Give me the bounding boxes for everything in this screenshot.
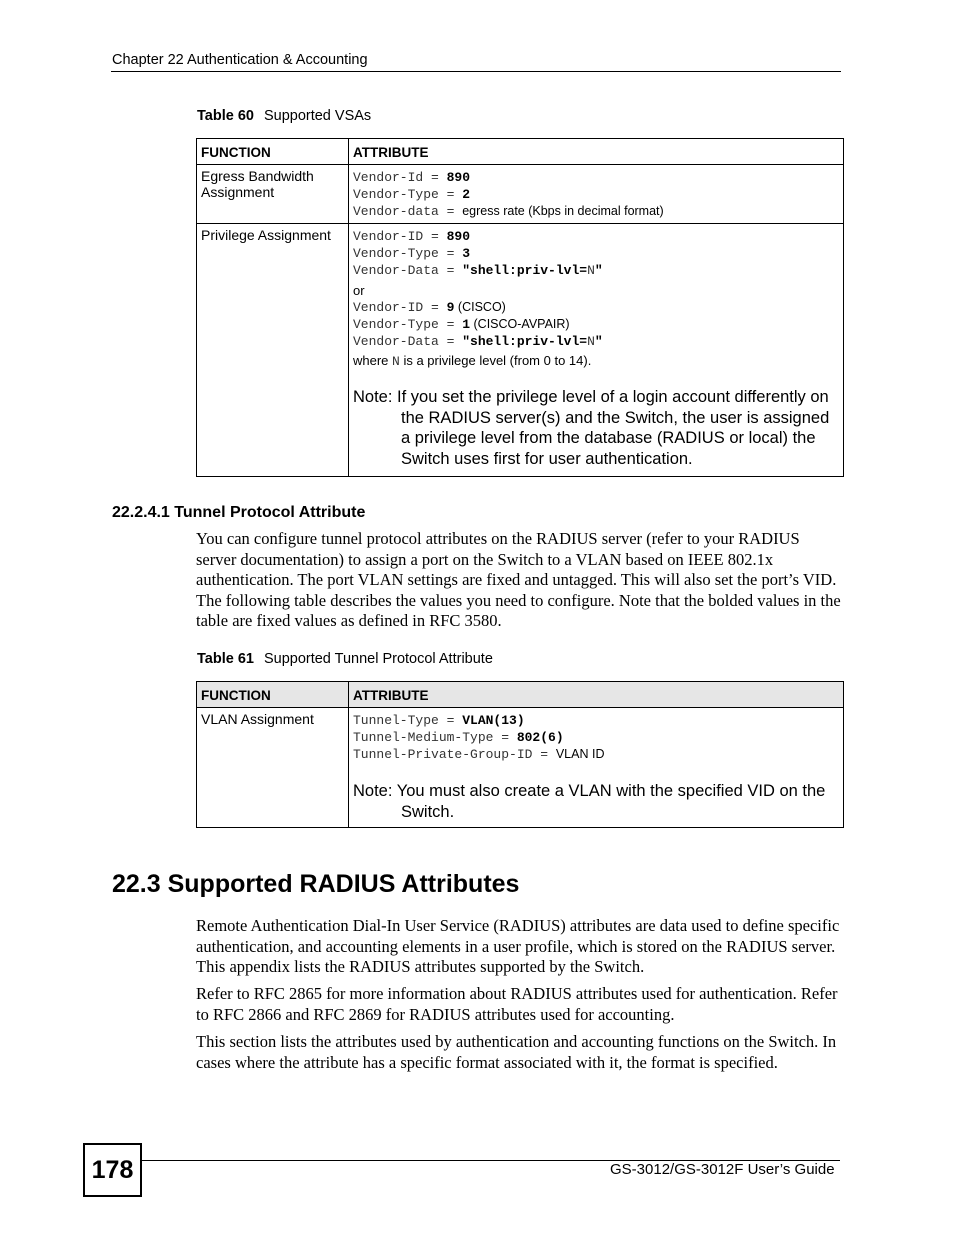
subsection-heading: 22.2.4.1 Tunnel Protocol Attribute — [112, 504, 366, 521]
table-60-caption — [197, 108, 371, 124]
table-header-row — [197, 139, 844, 165]
attribute-line: Tunnel-Type = VLAN(13) — [353, 713, 525, 728]
table-61-label: Table 61 — [197, 651, 254, 667]
table-61-caption — [197, 651, 493, 667]
table-header-row — [197, 682, 844, 708]
section-paragraph-1: Remote Authentication Dial-In User Service (RADIUS) attributes are data used to define specific authentication, and accounting elements in a user profile, which is stored on the RADIUS server. This appendix lists the RADIUS attributes supported by the Switch. — [196, 916, 840, 976]
section-paragraph-3: This section lists the attributes used by authentication and accounting functions on the Switch. In cases where the attribute has a specific format associated with it, the format is specified. — [196, 1032, 837, 1072]
table-60-label: Table 60 — [197, 108, 254, 124]
function-cell: Egress Bandwidth Assignment — [197, 165, 349, 224]
column-header-function: FUNCTION — [197, 682, 349, 708]
attribute-line: Vendor-Type = 2 — [353, 187, 471, 202]
function-cell: VLAN Assignment — [197, 708, 349, 828]
table-tunnel-protocol-attribute — [196, 681, 844, 828]
page-number: 178 — [83, 1143, 142, 1197]
attribute-line: Tunnel-Private-Group-ID = VLAN ID — [353, 747, 605, 762]
attribute-line: Tunnel-Medium-Type = 802(6) — [353, 730, 564, 745]
where-text: where N is a privilege level (from 0 to 14). — [353, 353, 592, 369]
attribute-line: Vendor-data = egress rate (Kbps in decimal format) — [353, 204, 664, 219]
attribute-line: Vendor-Id = 890 — [353, 170, 471, 185]
attribute-line: Vendor-Type = 1 (CISCO-AVPAIR) — [353, 317, 570, 332]
attribute-line: Vendor-ID = 9 (CISCO) — [353, 300, 506, 315]
function-cell: Privilege Assignment — [197, 224, 349, 477]
header-rule — [111, 71, 841, 72]
subsection-body: You can configure tunnel protocol attributes on the RADIUS server (refer to your RADIUS server documentation) to assign a port on the Switch to a VLAN based on IEEE 802.1x authentication. The port VLAN settings are fixed and untagged. This will also set the port’s VID. The following table describes the values you need to configure. Note that the bolded values in the table are fixed values as defined in RFC 3580. — [196, 529, 841, 630]
guide-title: GS-3012/GS-3012F User’s Guide — [610, 1161, 835, 1178]
chapter-header: Chapter 22 Authentication & Accounting — [112, 52, 368, 68]
attribute-line: Vendor-Type = 3 — [353, 246, 471, 261]
or-text: or — [353, 283, 365, 298]
attribute-cell — [349, 224, 844, 477]
attribute-line: Vendor-Data = "shell:priv-lvl=N" — [353, 334, 603, 349]
section-title: 22.3 Supported RADIUS Attributes — [112, 870, 520, 898]
table-supported-vsas — [196, 138, 844, 477]
column-header-attribute: ATTRIBUTE — [349, 682, 844, 708]
attribute-line: Vendor-Data = "shell:priv-lvl=N" — [353, 263, 603, 278]
column-header-function: FUNCTION — [197, 139, 349, 165]
table-row — [197, 708, 844, 828]
section-paragraph-2: Refer to RFC 2865 for more information about RADIUS attributes used for authentication. Refer to RFC 2866 and RFC 2869 for RADIUS attributes used for accounting. — [196, 984, 838, 1024]
attribute-cell — [349, 708, 844, 828]
attribute-cell — [349, 165, 844, 224]
table-row — [197, 224, 844, 477]
table-61-title: Supported Tunnel Protocol Attribute — [263, 651, 493, 667]
table-60-title: Supported VSAs — [263, 108, 372, 124]
table-row — [197, 165, 844, 224]
privilege-note: Note: If you set the privilege level of a login account differently on the RADIUS server(s) and the Switch, the user is assigned a privilege level from the database (RADIUS or local) the Switch uses first for user authentication. — [353, 388, 830, 468]
column-header-attribute: ATTRIBUTE — [349, 139, 844, 165]
attribute-line: Vendor-ID = 890 — [353, 229, 471, 244]
vlan-note: Note: You must also create a VLAN with the specified VID on the Switch. — [353, 782, 826, 821]
